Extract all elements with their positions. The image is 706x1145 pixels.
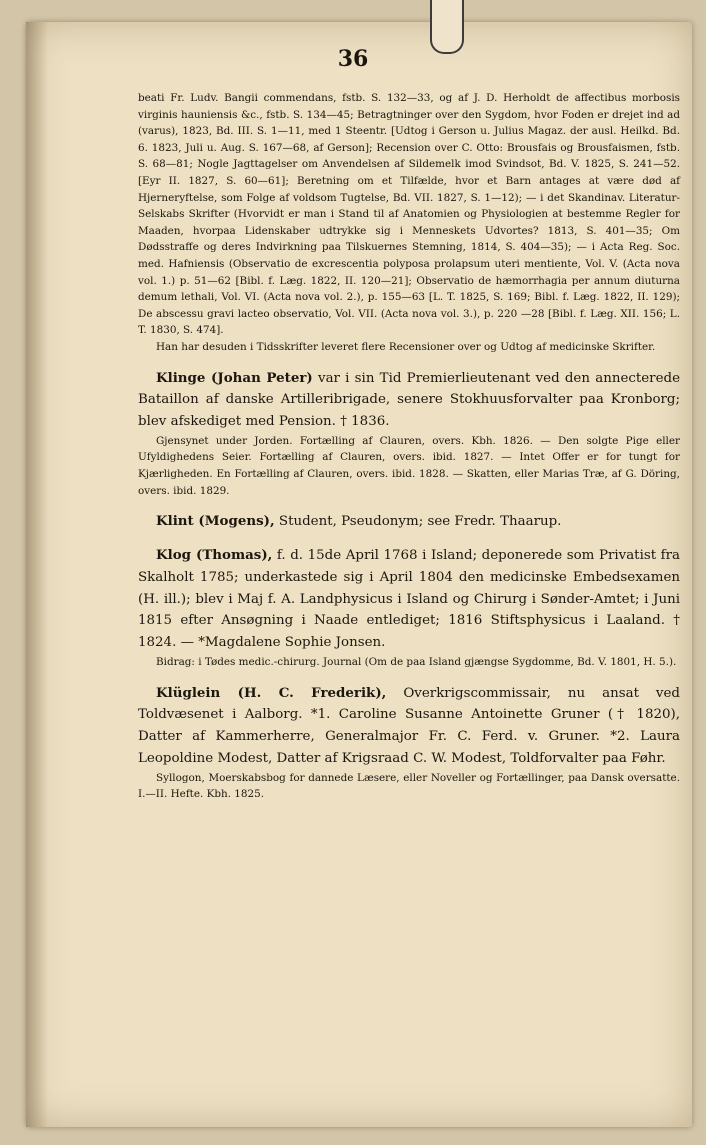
entry-text: Student, Pseudonym; see Fredr. Thaarup. bbox=[278, 514, 562, 530]
entry-klinge bbox=[138, 368, 680, 500]
bangius-tail: Han har desuden i Tidsskrifter leveret flere Recensioner over og Udtog af medicinske Skrifter. bbox=[156, 340, 656, 353]
entry-text: Overkrigscommissair, nu ansat ved Toldvæsenet i Aalborg. *1. Caroline Susanne Antoinette Gruner († 1820), Datter af Kammerherre, Generalmajor Fr. C. Ferd. v. Gruner. *2. Laura Leopoldine Modest, Datter af Krigsraad C. W. Modest, Toldforvalter paa Føhr. bbox=[138, 685, 680, 767]
page-gutter-shadow bbox=[26, 22, 48, 1127]
page-text bbox=[138, 90, 680, 803]
entry-name: Klinge (Johan Peter) bbox=[156, 369, 313, 386]
page-number: 36 bbox=[337, 46, 369, 72]
entry-works: Syllogon, Moerskabsbog for dannede Læsere, eller Noveller og Fortællinger, paa Dansk oversatte. I.—II. Hefte. Kbh. 1825. bbox=[138, 771, 680, 801]
entry-name: Klint (Mogens), bbox=[156, 513, 275, 530]
entry-klog bbox=[138, 545, 680, 671]
entry-kluglein bbox=[138, 683, 680, 803]
entry-text: f. d. 15de April 1768 i Island; deponerede som Privatist fra Skalholt 1785; underkastede sig i April 1804 den medicinske Embedsexamen (H. ill.); blev i Maj f. A. Landphysicus i Island og Chirurg i Sønder-Amtet; i Juni 1815 efter Ansøgning i Naade entlediget; 1816 Stiftsphysicus i Laaland. † 1824. — *Magdalene Sophie Jonsen. bbox=[138, 548, 681, 651]
entry-klint bbox=[138, 511, 680, 533]
entry-name: Klüglein (H. C. Frederik), bbox=[156, 684, 387, 701]
entry-works: Gjensynet under Jorden. Fortælling af Clauren, overs. Kbh. 1826. — Den solgte Pige eller Ufyldighedens Seier. Fortælling af Clauren, overs. ibid. 1827. — Intet Offer er for tungt for Kjærligheden. En Fortælling af Clauren, overs. ibid. 1828. — Skatten, eller Marias Træ, af G. Döring, overs. ibid. 1829. bbox=[138, 434, 680, 497]
bangius-paragraph: beati Fr. Ludv. Bangii commendans, fstb. S. 132—33, og af J. D. Herholdt de affectibus morbosis virginis hauniensis &c., fstb. S. 134—45; Betragtninger over den Sygdom, hvor Foden er drejet ind ad (varus), 1823, Bd. III. S. 1—11, med 1 Steentr. [Udtog i Gerson u. Julius Magaz. der ausl. Heilkd. Bd. 6. 1823, Juli u. Aug. S. 167—68, af Gerson]; Recension over C. Otto: Brousfais og Brousfaismen, fstb. S. 68—81; Nogle Jagttagelser om Anvendelsen af Sildemelk imod Svindsot, Bd. V. 1825, S. 241—52. [Eyr II. 1827, S. 60—61]; Beretning om et Tilfælde, hvor et Barn antages at være død af Hjerneryftelse, som Folge af voldsom Tugtelse, Bd. VII. 1827, S. 1—12); — i det Skandinav. Literatur-Selskabs Skrifter (Hvorvidt er man i Stand til af Anatomien og Physiologien at bestemme Regler for Maaden, hvorpaa Lidenskaber udtrykke sig i Menneskets Udvortes? 1813, S. 401—35; Om Dødsstraffe og deres Indvirkning paa Tilskuernes Stemning, 1814, S. 404—35); — i Acta Reg. Soc. med. Hafniensis (Observatio de excrescentia polyposa prolapsum uteri mentiente, Vol. V. (Acta nova vol. 1.) p. 51—62 [Bibl. f. Læg. 1822, II. 120—21]; Observatio de hæmorrhagia per annum diuturna demum lethali, Vol. VI. (Acta nova vol. 2.), p. 155—63 [L. T. 1825, S. 169; Bibl. f. Læg. 1822, II. 129); De abscessu gravi lacteo observatio, Vol. VII. (Acta nova vol. 3.), p. 220 —28 [Bibl. f. Læg. XII. 156; L. T. 1830, S. 474]. bbox=[138, 92, 680, 337]
entry-works: Bidrag: i Tødes medic.-chirurg. Journal (Om de paa Island gjængse Sygdomme, Bd. V. 1801, H. 5.). bbox=[156, 656, 677, 669]
entry-text: var i sin Tid Premierlieutenant ved den annecterede Bataillon af danske Artilleribrigade, senere Stokhuusforvalter paa Kronborg; blev afskediget med Pension. † 1836. bbox=[138, 370, 680, 430]
entry-name: Klog (Thomas), bbox=[156, 547, 273, 564]
